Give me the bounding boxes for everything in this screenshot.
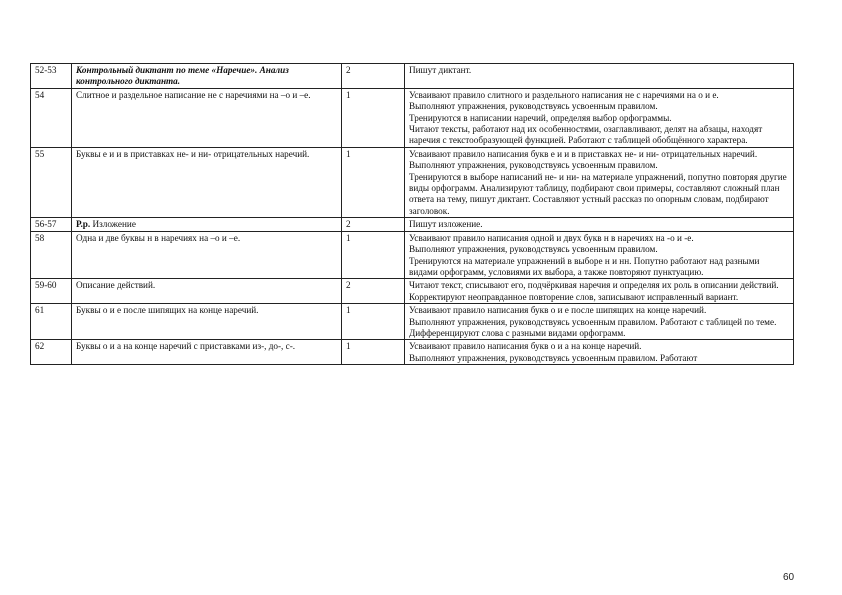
activity-line: Выполняют упражнения, руководствуясь усвоенным правилом. [409,101,658,112]
lesson-topic-cell [72,64,342,89]
lesson-topic-cell [72,231,342,279]
activity-line: Выполняют упражнения, руководствуясь усвоенным правилом. Работают с таблицей по теме. Дифференцируют слова с разными видами орфограмм. [409,316,777,338]
hours-cell: 1 [342,88,405,147]
lesson-plan-table [30,63,794,365]
lesson-number-cell: 61 [31,304,72,340]
hours-cell: 1 [342,231,405,279]
lesson-number-cell: 54 [31,88,72,147]
hours-cell: 2 [342,279,405,304]
lesson-number-cell: 59-60 [31,279,72,304]
student-activities-cell [405,279,794,304]
activity-line: Усваивают правило слитного и раздельного написания не с наречиями на о и е. [409,89,719,100]
hours-cell: 2 [342,218,405,231]
hours-cell: 2 [342,64,405,89]
activity-line: Усваивают правило написания букв о и а на конце наречий. [409,341,642,352]
topic-text: Слитное и раздельное написание не с наречиями на –о и –е. [76,89,311,100]
student-activities-cell [405,88,794,147]
activity-line: Читают тексты, работают над их особенностями, озаглавливают, делят на абзацы, находят наречия с текстообразующей функцией. Работают с таблицей обобщённого характера. [409,124,763,146]
table-row [31,64,794,89]
topic-text: Контрольный диктант по теме «Наречие». Анализ контрольного диктанта. [76,65,289,87]
activity-line: Усваивают правило написания одной и двух букв н в наречиях на -о и -е. [409,232,694,243]
activity-line: Выполняют упражнения, руководствуясь усвоенным правилом. [409,160,658,171]
table-row [31,231,794,279]
activity-line: Выполняют упражнения, руководствуясь усвоенным правилом. [409,244,658,255]
activity-line: Усваивают правило написания букв о и е после шипящих на конце наречий. [409,305,707,316]
topic-text: Буквы о и а на конце наречий с приставками из-, до-, с-. [76,341,296,352]
student-activities-cell [405,64,794,89]
table-row [31,279,794,304]
student-activities-cell [405,304,794,340]
topic-text: Описание действий. [76,280,156,291]
lesson-topic-cell [72,147,342,217]
hours-cell: 1 [342,304,405,340]
student-activities-cell [405,147,794,217]
activity-line: Тренируются в выборе написаний не- и ни- на материале упражнений, попутно повторяя другие виды орфограмм. Анализируют таблицу, подбирают свои примеры, составляют сложный план ответа на тему, пишут диктант. Составляют устный рассказ по опорным словам, подбирают заголовок. [409,171,787,216]
lesson-topic-cell [72,88,342,147]
lesson-topic-cell [72,304,342,340]
table-row [31,218,794,231]
activity-line: Усваивают правило написания букв е и и в приставках не- и ни- отрицательных наречий. [409,148,758,159]
activity-line: Пишут диктант. [409,65,472,75]
topic-text: Одна и две буквы н в наречиях на –о и –е. [76,232,241,243]
student-activities-cell [405,340,794,365]
table-row [31,88,794,147]
activity-line: Тренируются на материале упражнений в выборе н и нн. Попутно работают над разными видами орфограмм, условиями их выбора, а также повторяют пунктуацию. [409,255,760,277]
table-row [31,304,794,340]
activity-line: Тренируются в написании наречий, определяя выбор орфограммы. [409,112,672,123]
hours-cell: 1 [342,147,405,217]
page-number: 60 [783,572,795,583]
activity-line: Выполняют упражнения, руководствуясь усвоенным правилом. Работают [409,352,698,363]
table-row [31,340,794,365]
lesson-number-cell: 56-57 [31,218,72,231]
lesson-topic-cell [72,279,342,304]
activity-line: Пишут изложение. [409,219,483,230]
hours-cell: 1 [342,340,405,365]
lesson-number-cell: 58 [31,231,72,279]
activity-line: Читают текст, списывают его, подчёркивая наречия и определяя их роль в описании действий. Корректируют неоправданное повторение слов, записывают исправленный вариант. [409,280,779,302]
table-row [31,147,794,217]
lesson-number-cell: 55 [31,147,72,217]
student-activities-cell [405,231,794,279]
lesson-topic-cell [72,218,342,231]
lesson-topic-cell [72,340,342,365]
student-activities-cell [405,218,794,231]
lesson-plan-page [30,63,793,365]
lesson-number-cell: 62 [31,340,72,365]
topic-text: Изложение [90,219,136,230]
topic-text: Буквы о и е после шипящих на конце наречий. [76,305,259,316]
lesson-number-cell: 52-53 [31,64,72,89]
topic-prefix: Р.р. [76,219,91,230]
topic-text: Буквы е и и в приставках не- и ни- отрицательных наречий. [76,148,310,159]
lesson-plan-table-body [31,64,794,365]
